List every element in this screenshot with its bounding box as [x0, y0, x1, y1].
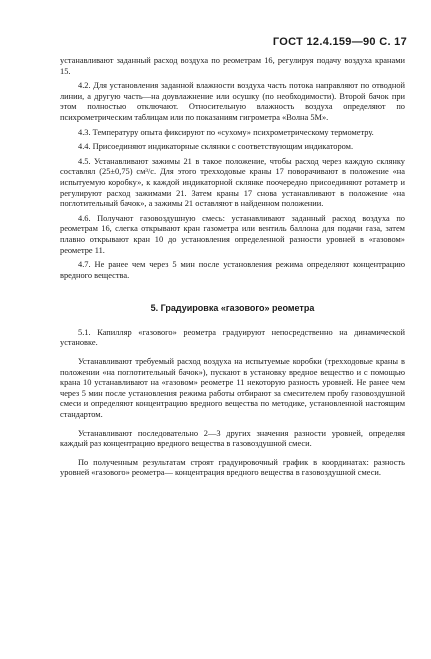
paragraph-4-3: 4.3. Температуру опыта фиксируют по «сухому» психрометрическому термометру. — [78, 127, 374, 137]
section-title: 5. Градуировка «газового» реометра — [150, 303, 315, 314]
section-5-body — [60, 328, 405, 479]
paragraph-4-6: 4.6. Получают газовоздушную смесь: устанавливают заданный расход воздуха по реометрам 16, слегка открывают кран газометра или вентиль баллона для подачи газа, затем плавно открывают кран 10 до установления определенной разности уровней в «газовом» реометре 11. — [60, 213, 405, 255]
paragraph-5-graph: По полученным результатам строят градуировочный график в координатах: разность уровней «газового» реометра— концентрация вредного вещества в газовоздушной смеси. — [60, 457, 405, 478]
page-header-code: ГОСТ 12.4.159—90 С. 17 — [272, 36, 407, 48]
paragraph-5-repeat: Устанавливают последовательно 2—3 других значения разности уровней, определяя каждый раз концентрацию вредного вещества в газовоздушной смеси. — [60, 428, 405, 449]
paragraph-4-7: 4.7. Не ранее чем через 5 мин после установления режима определяют концентрацию вредного вещества. — [60, 260, 405, 280]
document-body — [60, 56, 405, 487]
paragraph-4-5: 4.5. Устанавливают зажимы 21 в такое положение, чтобы расход через каждую склянку составлял (25±0,75) см³/с. Для этого трехходовые краны 17 поворачивают в положение «на испытуемую коробку», к каждой индикаторной склянке поочередно присоединяют ротаметр и регулируют расход зажимами 21. Затем краны 17 снова устанавливают в положение «на поглотительный бачок», а зажимы 21 оставляют в найденном положении. — [60, 156, 405, 209]
paragraph-5-1: 5.1. Капилляр «газового» реометра градуируют непосредственно на динамической установке. — [60, 327, 405, 348]
paragraph-4-2: 4.2. Для установления заданной влажности воздуха часть потока направляют по отводной линии, а другую часть—на доувлажнение или осушку (по необходимости). Второй бачок при этом полностью отключают. Относительную влажность воздуха определяют по психрометрическим таблицам или по показаниям гигрометра «Волна 5М». — [60, 81, 405, 122]
paragraph-4-4: 4.4. Присоединяют индикаторные склянки с соответствующим индикатором. — [78, 142, 354, 152]
paragraph-continuation: устанавливают заданный расход воздуха по реометрам 16, регулируя подачу воздуха кранами 15. — [60, 56, 405, 76]
paragraph-5-procedure: Устанавливают требуемый расход воздуха на испытуемые коробки (трехходовые краны в положении «на поглотительный бачок»), пускают в установку вредное вещество и с помощью крана 10 устанавливают на «газовом» реометре 11 некоторую разность уровней. Не ранее чем через 5 мин после установления режима работы отбирают за смесителем пробу газовоздушной смеси и определяют концентрацию вредного вещества по методике, установленной настоящим стандартом. — [60, 357, 405, 420]
